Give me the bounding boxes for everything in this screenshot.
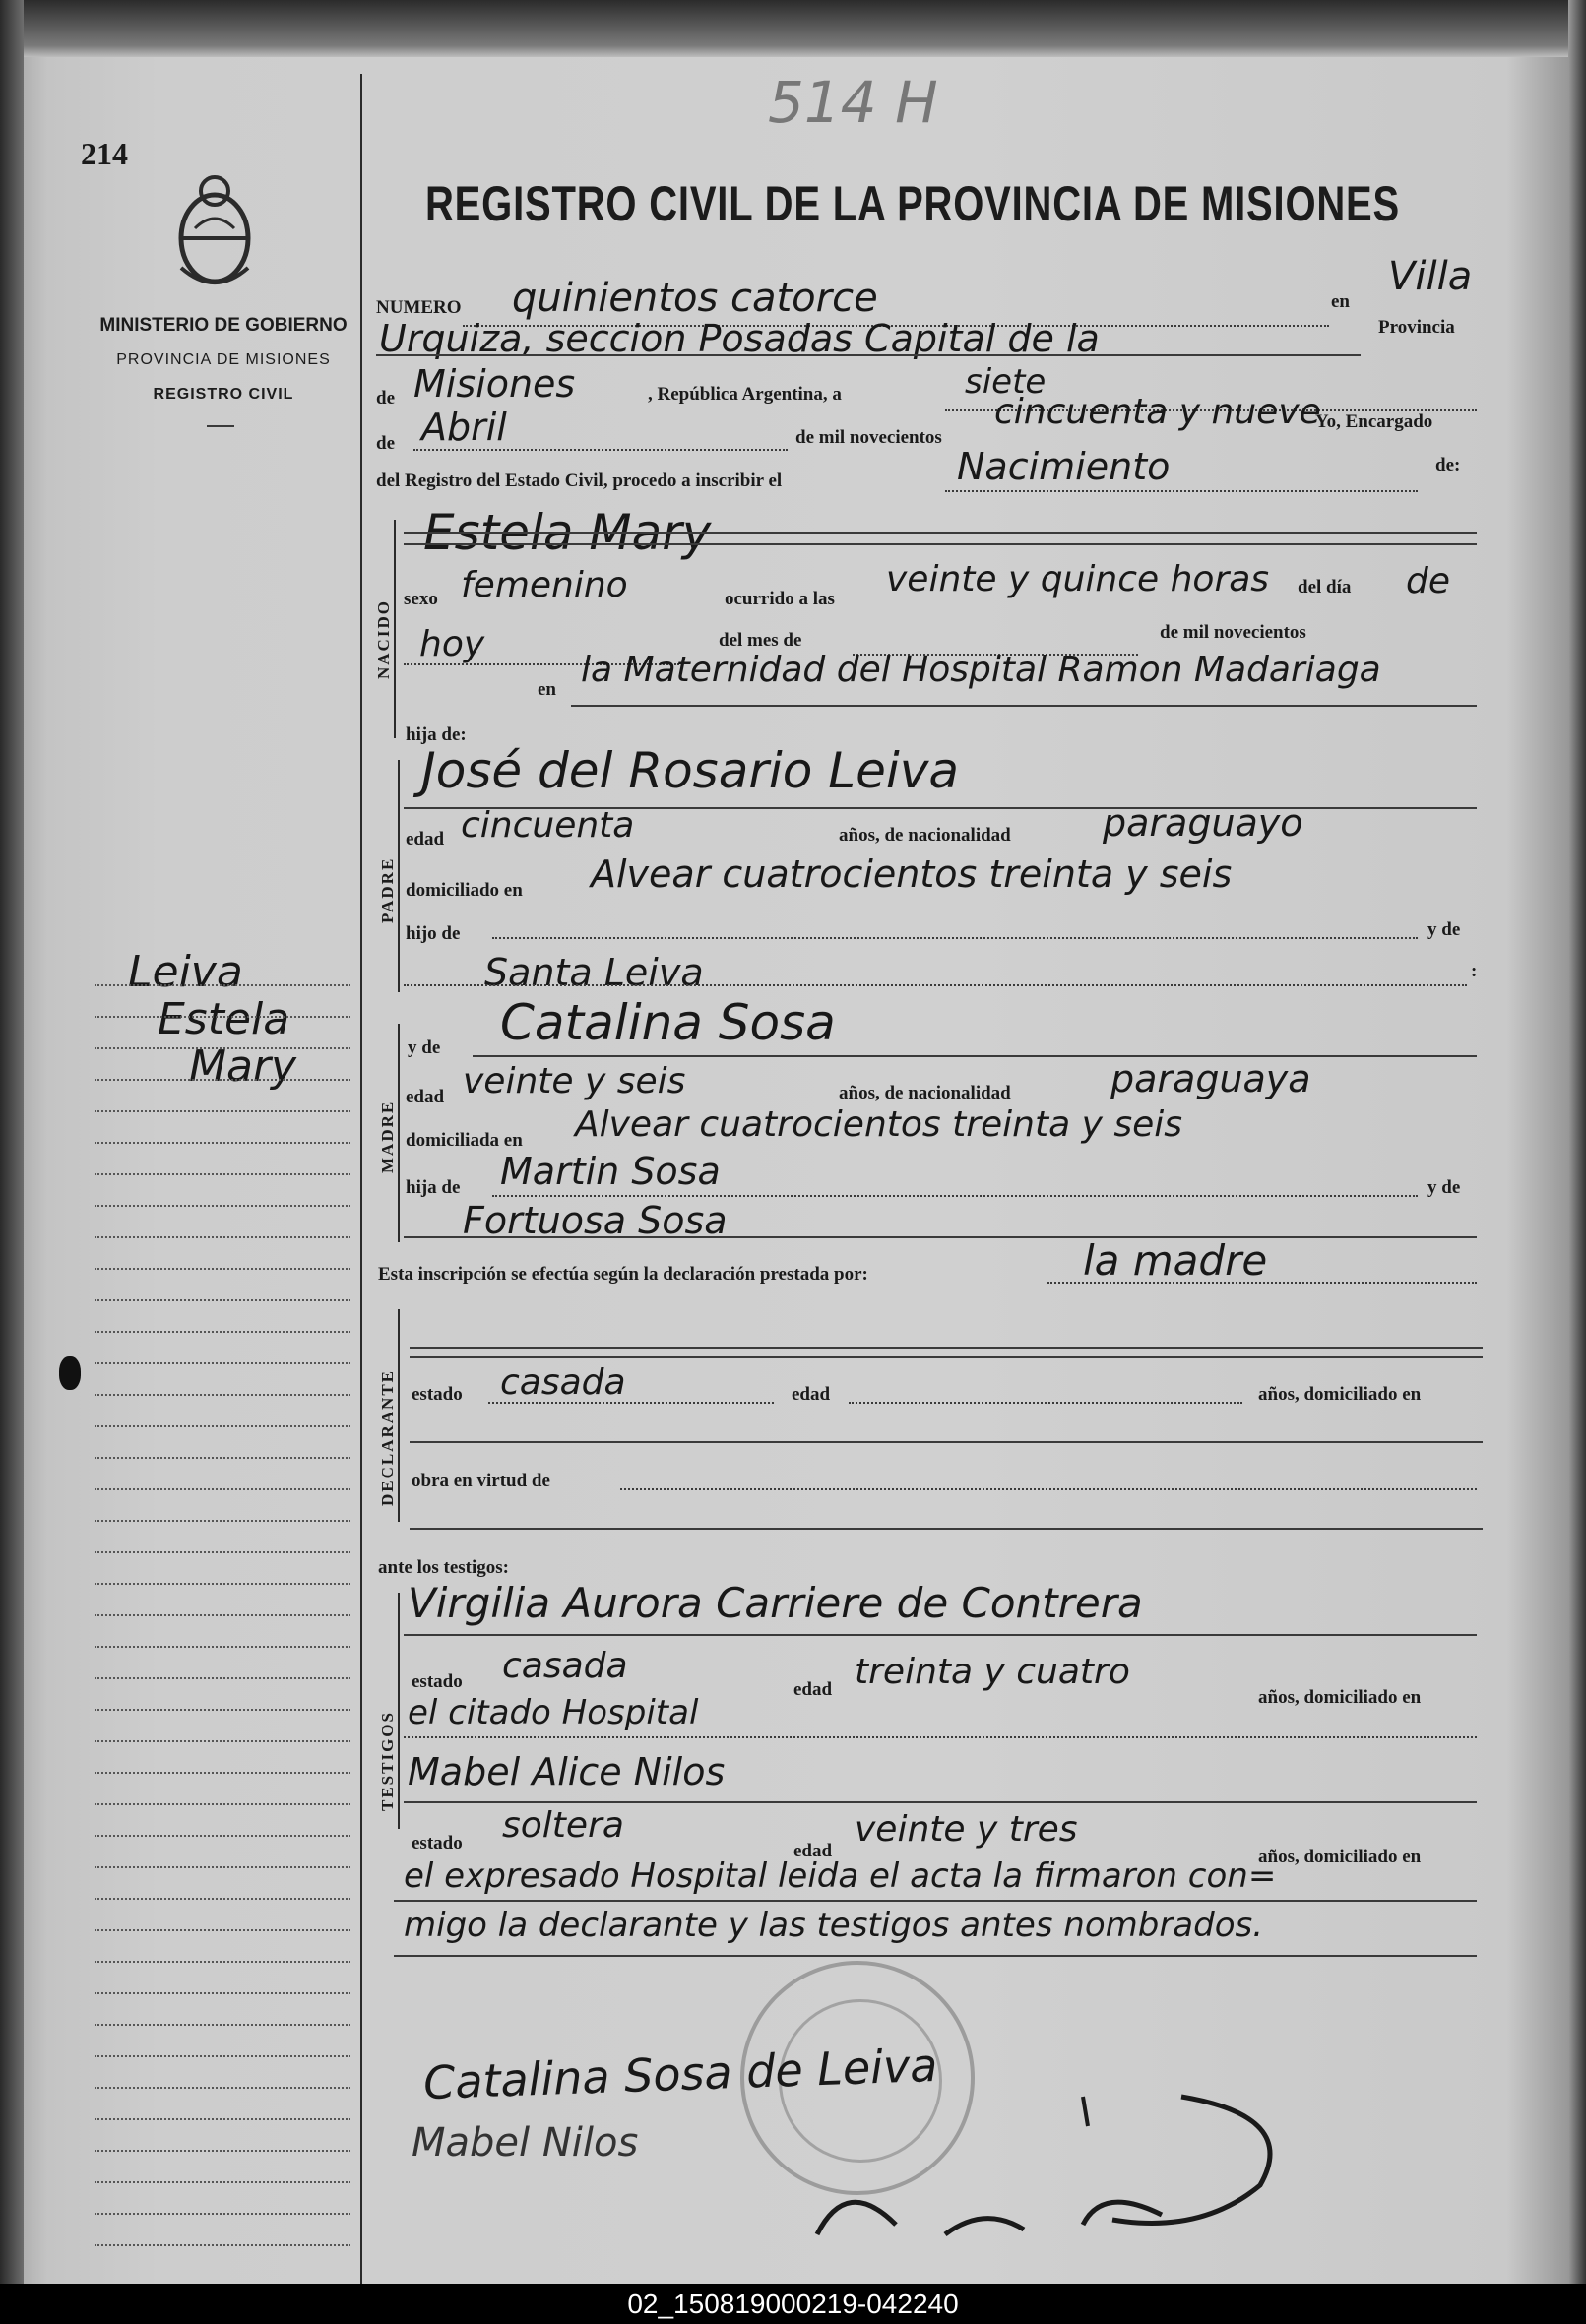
padre-hijo-label: hijo de xyxy=(406,923,461,944)
declaracion-label: Esta inscripción se efectúa según la declaración prestada por: xyxy=(378,1264,868,1285)
day-value: siete xyxy=(965,362,1047,402)
dia-value-b: hoy xyxy=(419,624,485,664)
declarante-estado-line xyxy=(488,1402,774,1404)
padre-name: José del Rosario Leiva xyxy=(421,742,960,799)
month-value: Abril xyxy=(421,406,507,449)
madre-dom-value: Alvear cuatrocientos treinta y seis xyxy=(575,1104,1183,1145)
margin-ruled-line xyxy=(95,1425,350,1427)
dia-value-a: de xyxy=(1406,561,1450,601)
testigos-section-label: TESTIGOS xyxy=(378,1711,397,1811)
margin-ruled-line xyxy=(95,1835,350,1837)
lugar-line xyxy=(571,705,1477,707)
closing-line xyxy=(394,1955,1477,1957)
lugar-value: la Maternidad del Hospital Ramon Madariaga xyxy=(581,650,1381,690)
margin-ruled-line xyxy=(95,2118,350,2120)
testigos-intro-label: ante los testigos: xyxy=(378,1557,509,1578)
madre-madre-line xyxy=(404,1236,1477,1238)
testigo2-line xyxy=(404,1801,1477,1803)
acto-value: Nacimiento xyxy=(957,445,1171,488)
margin-ruled-line xyxy=(95,1079,350,1081)
testigos-bracket xyxy=(398,1593,400,1829)
month-line xyxy=(413,449,788,451)
testigo2-anos-label: años, domiciliado en xyxy=(1258,1847,1422,1867)
obra-line xyxy=(620,1488,1477,1490)
margin-note-surname: Leiva xyxy=(128,947,243,997)
testigo2-name: Mabel Alice Nilos xyxy=(408,1750,726,1793)
obra-label: obra en virtud de xyxy=(412,1471,550,1491)
madre-padre-value: Martin Sosa xyxy=(500,1150,721,1193)
margin-ruled-line xyxy=(95,1142,350,1144)
margin-ruled-line xyxy=(95,1236,350,1238)
registro-label: del Registro del Estado Civil, procedo a inscribir el xyxy=(376,471,783,491)
padre-dom-label: domiciliado en xyxy=(406,880,523,901)
declaracion-value: la madre xyxy=(1083,1236,1268,1285)
encargado-label: Yo, Encargado xyxy=(1315,411,1433,432)
province-value: Misiones xyxy=(413,362,576,406)
declarante-estado-label: estado xyxy=(412,1384,463,1405)
margin-ruled-line xyxy=(95,2055,350,2057)
provincia-label: Provincia xyxy=(1378,317,1455,338)
del-dia-label: del día xyxy=(1298,577,1352,597)
margin-ruled-line xyxy=(95,1866,350,1868)
padre-nac-value: paraguayo xyxy=(1103,801,1303,845)
testigo1-estado-value: casada xyxy=(502,1646,628,1686)
margin-ruled-line xyxy=(95,1646,350,1648)
margin-ruled-line xyxy=(95,1394,350,1396)
page-title: REGISTRO CIVIL DE LA PROVINCIA DE MISIONES xyxy=(425,176,1401,231)
margin-ruled-line xyxy=(95,1772,350,1774)
margin-ruled-line xyxy=(95,2213,350,2215)
margin-ruled-line xyxy=(95,1898,350,1900)
closing-text: migo la declarante y las testigos antes nombrados. xyxy=(404,1906,1264,1945)
testigo1-name: Virgilia Aurora Carriere de Contrera xyxy=(408,1579,1143,1627)
de-end-label: de: xyxy=(1435,455,1461,475)
declarante-anos-label: años, domiciliado en xyxy=(1258,1384,1422,1405)
margin-note-name: Estela xyxy=(158,994,290,1044)
en-lugar-label: en xyxy=(538,679,556,700)
sexo-value: femenino xyxy=(461,565,628,605)
header-rule xyxy=(207,425,234,427)
nacido-mil-label: de mil novecientos xyxy=(1160,622,1306,643)
signature-testigo: Mabel Nilos xyxy=(412,2120,639,2166)
margin-ruled-line xyxy=(95,1740,350,1742)
declaracion-line xyxy=(1047,1282,1477,1284)
testigo2-edad-value: veinte y tres xyxy=(855,1809,1078,1850)
padre-edad-value: cincuenta xyxy=(461,805,635,846)
margin-ruled-line xyxy=(95,984,350,986)
officer-signature-icon xyxy=(788,2057,1300,2254)
declarante-line-b xyxy=(410,1356,1483,1358)
de-label: de xyxy=(376,388,395,408)
margin-ruled-line xyxy=(95,1331,350,1333)
madre-y-de2-label: y de xyxy=(1427,1177,1461,1198)
margin-ruled-line xyxy=(95,1268,350,1270)
margin-ruled-line xyxy=(95,1205,350,1207)
madre-name: Catalina Sosa xyxy=(500,994,836,1051)
margin-ruled-line xyxy=(95,1709,350,1711)
margin-ruled-line xyxy=(95,1173,350,1175)
margin-ruled-line xyxy=(95,1583,350,1585)
month-de-label: de xyxy=(376,433,395,454)
margin-ruled-line xyxy=(95,1457,350,1459)
image-footer: 02_150819000219-042240 xyxy=(0,2284,1586,2324)
acto-line xyxy=(945,490,1418,492)
margin-ruled-line xyxy=(95,1362,350,1364)
del-mes-label: del mes de xyxy=(719,630,802,651)
testigo2-estado-value: soltera xyxy=(502,1805,624,1846)
place-value: Urquiza, seccion Posadas Capital de la xyxy=(379,317,1100,360)
margin-ruled-line xyxy=(95,2244,350,2246)
testigo1-edad-value: treinta y cuatro xyxy=(855,1652,1130,1692)
margin-ruled-line xyxy=(95,1992,350,1994)
nacido-section-label: NACIDO xyxy=(374,599,393,679)
padre-section-label: PADRE xyxy=(378,856,397,923)
margin-ruled-line xyxy=(95,1110,350,1112)
book-top-edge xyxy=(0,0,1586,57)
testigo2-edad-label: edad xyxy=(793,1841,833,1861)
madre-y-de-label: y de xyxy=(408,1037,441,1058)
margin-ruled-line xyxy=(95,1929,350,1931)
margin-divider xyxy=(360,74,362,2284)
padre-hijo-line xyxy=(492,937,1418,939)
madre-hija-label: hija de xyxy=(406,1177,461,1198)
madre-edad-value: veinte y seis xyxy=(463,1061,686,1101)
nacido-line-a xyxy=(404,532,1477,534)
hija-de-label: hija de: xyxy=(406,724,467,745)
nacido-bracket xyxy=(394,520,396,738)
book-binding xyxy=(0,0,24,2284)
margin-note-name2: Mary xyxy=(189,1041,297,1092)
madre-line xyxy=(473,1055,1477,1057)
declarante-dom-line xyxy=(410,1441,1483,1443)
madre-edad-label: edad xyxy=(406,1087,445,1107)
madre-dom-label: domiciliada en xyxy=(406,1130,523,1151)
padre-y-de-label: y de xyxy=(1427,919,1461,940)
year-value: cincuenta y nueve xyxy=(994,392,1321,432)
margin-ruled-line xyxy=(95,2024,350,2026)
margin-ruled-line xyxy=(95,1047,350,1049)
testigo2-dom-line xyxy=(394,1900,1477,1902)
margin-ruled-line xyxy=(95,1520,350,1522)
mil-label: de mil novecientos xyxy=(795,427,942,448)
testigo1-line xyxy=(404,1634,1477,1636)
declarante-edad-label: edad xyxy=(792,1384,831,1405)
testigo1-dom-value: el citado Hospital xyxy=(408,1693,699,1732)
madre-nac-value: paraguaya xyxy=(1110,1057,1311,1100)
coat-of-arms-icon xyxy=(165,169,264,297)
declarante-section-label: DECLARANTE xyxy=(378,1368,397,1506)
testigo2-dom-value: el expresado Hospital leida el acta la firmaron con= xyxy=(404,1856,1277,1896)
margin-ruled-line xyxy=(95,1961,350,1963)
padre-edad-label: edad xyxy=(406,829,445,849)
province-label: PROVINCIA DE MISIONES xyxy=(116,351,331,368)
page-number: 214 xyxy=(81,136,128,171)
ocurrido-label: ocurrido a las xyxy=(725,589,835,609)
testigo1-estado-label: estado xyxy=(412,1671,463,1692)
declarante-end-line xyxy=(410,1528,1483,1530)
declarante-line-a xyxy=(410,1347,1483,1349)
numero-label: NUMERO xyxy=(376,297,462,318)
padre-colon: : xyxy=(1471,961,1478,981)
nacido-line-b xyxy=(404,543,1477,545)
nacido-name: Estela Mary xyxy=(423,504,712,561)
declarante-edad-line xyxy=(849,1402,1242,1404)
margin-ruled-line xyxy=(95,2087,350,2089)
en-label: en xyxy=(1331,291,1350,312)
madre-madre-value: Fortuosa Sosa xyxy=(463,1199,728,1242)
signature-declarante: Catalina Sosa de Leiva xyxy=(422,2038,939,2110)
madre-section-label: MADRE xyxy=(378,1099,397,1173)
madre-hija-line xyxy=(492,1195,1418,1197)
declarante-bracket xyxy=(398,1309,400,1522)
padre-madre-line xyxy=(404,984,1467,986)
madre-nac-label: años, de nacionalidad xyxy=(839,1083,1011,1103)
margin-ruled-line xyxy=(95,1677,350,1679)
numero-value: quinientos catorce xyxy=(512,276,878,321)
testigo1-anos-label: años, domiciliado en xyxy=(1258,1687,1422,1708)
ministry-label: MINISTERIO DE GOBIERNO xyxy=(99,315,348,336)
registry-label: REGISTRO CIVIL xyxy=(153,386,294,403)
margin-ruled-line xyxy=(95,1614,350,1616)
place-line xyxy=(376,354,1361,356)
margin-ruled-line xyxy=(95,1299,350,1301)
republica-label: , República Argentina, a xyxy=(648,384,842,405)
margin-ruled-line xyxy=(95,2150,350,2152)
testigo2-estado-label: estado xyxy=(412,1833,463,1853)
padre-madre-value: Santa Leiva xyxy=(484,951,704,994)
testigo1-edad-label: edad xyxy=(793,1679,833,1700)
padre-nac-label: años, de nacionalidad xyxy=(839,825,1011,846)
ink-blot xyxy=(59,1356,81,1390)
sexo-label: sexo xyxy=(404,589,438,609)
archive-note: 514 H xyxy=(768,69,938,136)
padre-bracket xyxy=(398,760,400,992)
book-right-edge xyxy=(1568,0,1586,2284)
en-value: Villa xyxy=(1388,254,1473,299)
margin-ruled-line xyxy=(95,1803,350,1805)
margin-ruled-line xyxy=(95,1488,350,1490)
padre-dom-value: Alvear cuatrocientos treinta y seis xyxy=(591,852,1233,896)
hora-value: veinte y quince horas xyxy=(886,559,1270,599)
margin-ruled-line xyxy=(95,1551,350,1553)
testigo1-dom-line xyxy=(404,1736,1477,1738)
margin-ruled-line xyxy=(95,2181,350,2183)
margin-ruled-line xyxy=(95,1016,350,1018)
madre-bracket xyxy=(398,1024,400,1242)
declarante-estado-value: casada xyxy=(500,1362,626,1403)
